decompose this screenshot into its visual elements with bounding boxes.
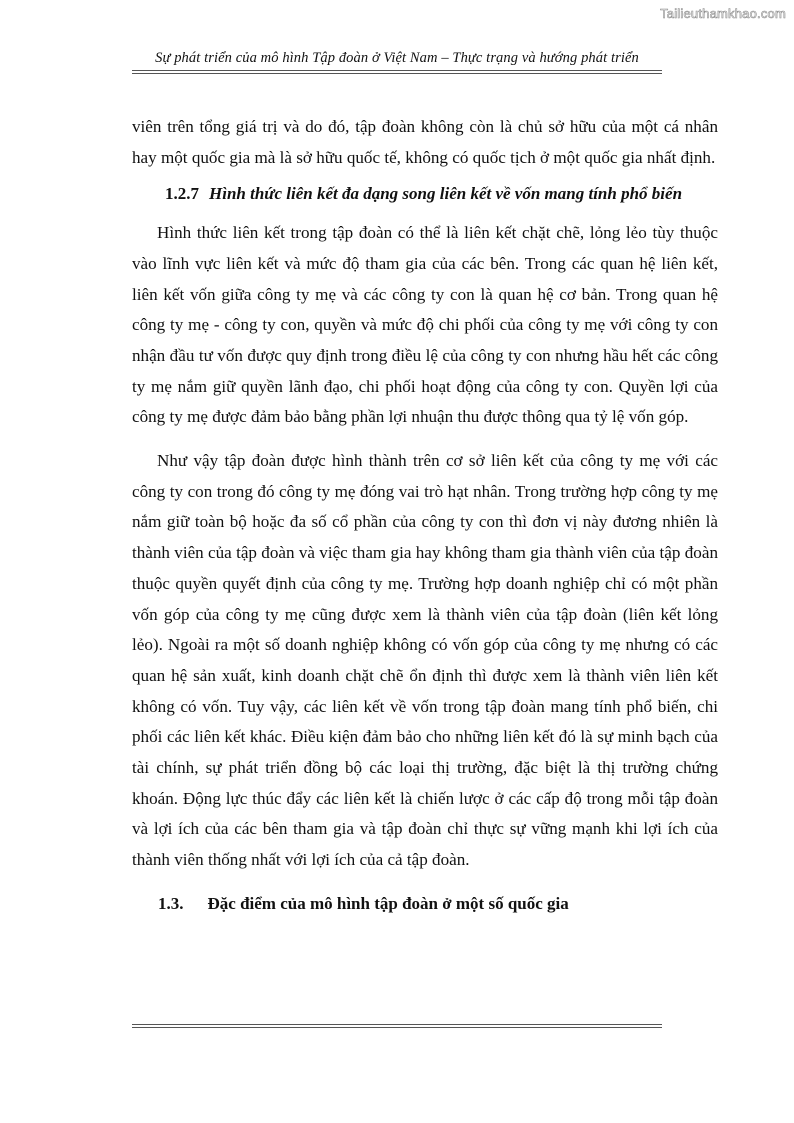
body-paragraph: Như vậy tập đoàn được hình thành trên cơ sở liên kết của công ty mẹ với các công ty con trong đó công ty mẹ đóng vai trò hạt nhân. Trong trường hợp công ty mẹ nắm giữ toàn bộ hoặc đa số cổ phần của công ty con thì đơn vị này đương nhiên là thành viên của tập đoàn và việc tham gia hay không tham gia thành viên của tập đoàn thuộc quyền quyết định của công ty mẹ. Trường hợp doanh nghiệp chỉ có một phần vốn góp của công ty mẹ cũng được xem là thành viên của tập đoàn (liên kết lỏng lẻo). Ngoài ra một số doanh nghiệp không có vốn góp của công ty mẹ nhưng có các quan hệ sản xuất, kinh doanh chặt chẽ ổn định thì được xem là thành viên liên kết không có vốn. Tuy vậy, các liên kết về vốn trong tập đoàn mang tính phổ biến, chi phối các liên kết khác. Điều kiện đảm bảo cho những liên kết đó là sự minh bạch của tài chính, sự phát triển đồng bộ các loại thị trường, đặc biệt là thị trường chứng khoán. Động lực thúc đẩy các liên kết là chiến lược ở các cấp độ trong mỗi tập đoàn và lợi ích của các bên tham gia và tập đoàn chỉ thực sự vững mạnh khi lợi ích của thành viên thống nhất với lợi ích của cả tập đoàn. [132,451,718,870]
section-heading-1-2-7 [132,179,718,210]
watermark: Tailieuthamkhao.com [660,6,786,21]
section-heading-1-3 [132,889,718,920]
body-paragraph: Hình thức liên kết trong tập đoàn có thể là liên kết chặt chẽ, lỏng lẻo tùy thuộc vào lĩnh vực liên kết và mức độ tham gia của các bên. Trong các quan hệ liên kết, liên kết vốn giữa công ty mẹ và các công ty con là quan hệ cơ bản. Trong quan hệ công ty mẹ - công ty con, quyền và mức độ chi phối của công ty mẹ với công ty con nhận đầu tư vốn được quy định trong điều lệ của công ty con nhưng hầu hết các công ty mẹ nắm giữ quyền lãnh đạo, chi phối hoạt động của công ty con. Quyền lợi của công ty mẹ được đảm bảo bằng phần lợi nhuận thu được thông qua tỷ lệ vốn góp. [132,223,718,427]
footer-rule [132,1024,662,1028]
header-rule [132,70,662,74]
section-number: 1.2.7 [165,184,199,204]
section-title: Đặc điểm của mô hình tập đoàn ở một số quốc gia [207,893,569,913]
section-title: Hình thức liên kết đa dạng song liên kết về vốn mang tính phổ biến [209,184,683,204]
section-number: 1.3. [158,893,184,913]
running-header: Sự phát triển của mô hình Tập đoàn ở Việt Nam – Thực trạng và hướng phát triển [155,50,639,66]
continuation-paragraph: viên trên tổng giá trị và do đó, tập đoàn không còn là chủ sở hữu của một cá nhân hay một quốc gia mà là sở hữu quốc tế, không có quốc tịch ở một quốc gia nhất định. [132,117,718,167]
page-body [132,112,718,920]
